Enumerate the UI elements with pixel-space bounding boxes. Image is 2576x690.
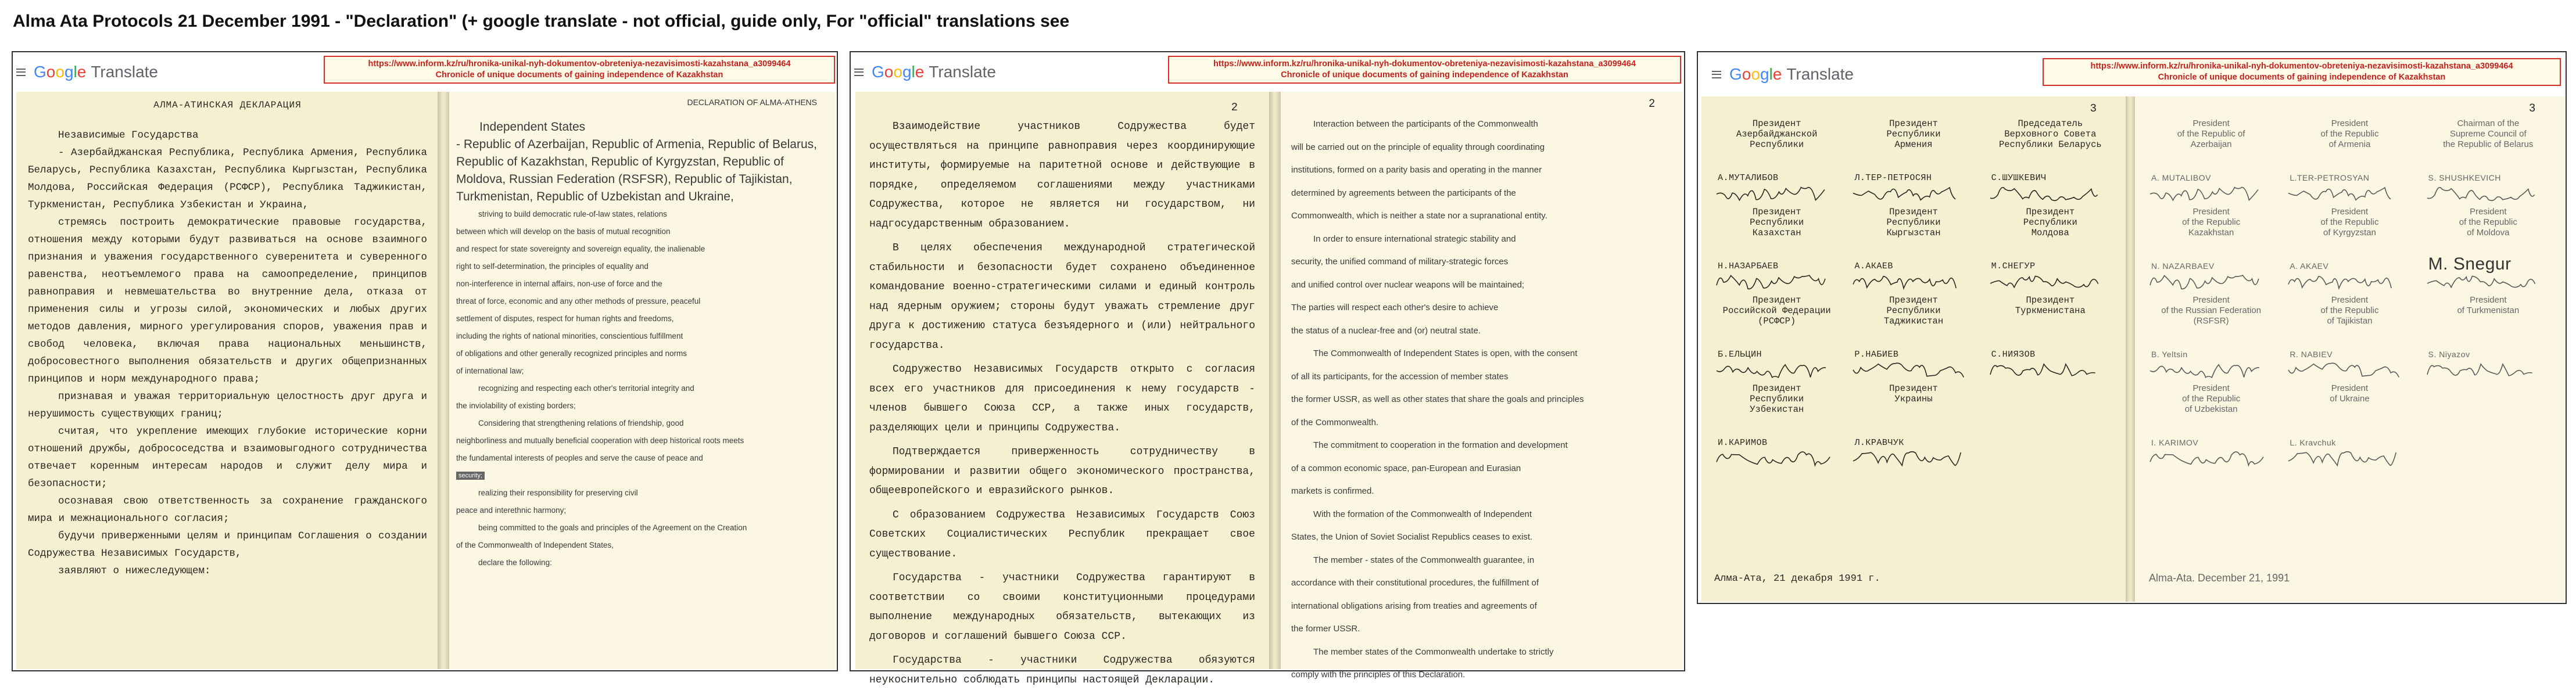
translated-line: will be carried out on the principle of equality through coordinating	[1291, 142, 1545, 152]
page-number: 2	[1231, 101, 1238, 114]
signatory-name: L.TER-PETROSYAN	[2290, 173, 2370, 182]
translated-paragraphs	[456, 118, 829, 572]
signatory-name: С.ШУШКЕВИЧ	[1991, 173, 2047, 183]
signatory-title: Президент Украины	[1889, 383, 1938, 404]
signatories-grid	[1713, 118, 2114, 470]
translated-line: the status of a nuclear-free and (or) neutral state.	[1291, 325, 1481, 336]
translated-line: neighborliness and mutually beneficial cooperation with deep historical roots meets	[456, 436, 744, 445]
translated-line: The member states of the Commonwealth undertake to strictly	[1313, 646, 1554, 657]
source-subtitle: Chronicle of unique documents of gaining independence of Kazakhstan	[1281, 70, 1568, 80]
page-number: 3	[2529, 102, 2535, 114]
signatory-block	[1850, 383, 1977, 470]
signatory-name: S. SHUSHKEVICH	[2428, 173, 2501, 182]
translated-document	[2135, 96, 2564, 602]
signatory-name: М.СНЕГУР	[1991, 261, 2036, 271]
signatory-block	[1713, 118, 1840, 206]
source-subtitle: Chronicle of unique documents of gaining independence of Kazakhstan	[435, 70, 723, 80]
hamburger-menu-icon[interactable]	[854, 69, 864, 76]
translated-line: Interaction between the participants of the Commonwealth	[1313, 119, 1538, 129]
handwritten-signature	[2285, 181, 2407, 206]
translated-line: non-interference in internal affairs, non-use of force and the	[456, 279, 662, 288]
translated-line: peace and interethnic harmony;	[456, 506, 567, 515]
signatory-name: А.МУТАЛИБОВ	[1718, 173, 1779, 183]
signatory-block	[1850, 207, 1977, 294]
signatory-name: Р.НАБИЕВ	[1854, 350, 1899, 360]
signatory-block	[2147, 207, 2276, 294]
translated-line: right to self-determination, the principles of equality and	[456, 262, 649, 271]
original-paragraph: осознавая свою ответственность за сохранение гражданского мира и межнационального согласия;	[28, 495, 427, 524]
signatory-name: Л.КРАВЧУК	[1854, 438, 1904, 448]
translated-line: determined by agreements between the participants of the	[1291, 188, 1516, 198]
original-paragraph: - Азербайджанская Республика, Республика Армения, Республика Беларусь, Республика Казахстан, Республика Кыргызстан, Республика Молдова, Российская Федерация (РСФСР), Республика Таджикистан, Туркменистан, Республика Узбекистан и Украина,	[28, 147, 427, 211]
signatory-block	[2147, 383, 2276, 470]
original-document-scan	[1701, 96, 2126, 602]
translated-line: threat of force, economic and any other methods of pressure, peaceful	[456, 297, 701, 306]
signatory-block	[2147, 295, 2276, 382]
translated-line: of a common economic space, pan-European and Eurasian	[1291, 463, 1521, 473]
signatory-name: A. MUTALIBOV	[2151, 173, 2211, 182]
signatory-block	[2285, 118, 2414, 206]
signatory-block	[1713, 295, 1840, 382]
source-url[interactable]: https://www.inform.kz/ru/hronika-unikal-nyh-dokumentov-obreteniya-nezavisimosti-kazahstana_a3099464	[2090, 62, 2513, 71]
translated-line: Independent States	[479, 120, 586, 134]
translated-line: of all its participants, for the accession of member states	[1291, 371, 1509, 382]
page-number: 2	[1649, 98, 1655, 110]
signatory-title: President of the Republic of Kyrgyzstan	[2320, 207, 2379, 238]
google-translate-logo[interactable]: G o o g l e Translate	[34, 63, 159, 81]
original-document-scan	[16, 92, 438, 669]
translated-line: being committed to the goals and principles of the Agreement on the Creation	[478, 523, 747, 532]
signatory-title: President of the Republic of Azerbaijan	[2177, 118, 2245, 149]
selection-highlight: security;	[456, 472, 485, 480]
signing-date: Алма-Ата, 21 декабря 1991 г.	[1714, 573, 1880, 584]
signatory-block	[2285, 295, 2414, 382]
signatory-title: Президент Республики Казахстан	[1750, 207, 1804, 238]
original-paragraph: Независимые Государства	[58, 130, 199, 141]
handwritten-signature	[1987, 181, 2109, 206]
translated-line: With the formation of the Commonwealth of Independent	[1313, 509, 1532, 519]
handwritten-signature	[1850, 358, 1972, 382]
translated-line: settlement of disputes, respect for human rights and freedoms,	[456, 314, 674, 323]
signatory-block	[1850, 118, 1977, 206]
signatory-title: Президент Азербайджанской Республики	[1736, 118, 1818, 150]
signatory-title: Президент Республики Армения	[1886, 118, 1941, 150]
signatory-name: Б.ЕЛЬЦИН	[1718, 350, 1762, 360]
signatory-title: Президент Республики Таджикистан	[1883, 295, 1944, 326]
translated-line: and respect for state sovereignty and sovereign equality, the inalienable	[456, 245, 705, 253]
original-paragraphs	[28, 127, 427, 580]
signatory-title: Председатель Верховного Совета Республики Беларусь	[1998, 118, 2102, 150]
signatory-name: B. Yeltsin	[2151, 350, 2188, 359]
page-gutter	[438, 92, 449, 669]
page-number: 3	[2090, 102, 2097, 115]
signatory-block	[2424, 118, 2553, 206]
page-title: Alma Ata Protocols 21 December 1991 - "Declaration" (+ google translate - not official, guide only, For "official" translations see	[13, 12, 1070, 31]
handwritten-signature	[1987, 358, 2109, 382]
translated-line: The commitment to cooperation in the formation and development	[1313, 440, 1568, 450]
signatory-block	[2424, 207, 2553, 294]
original-paragraph: Подтверждается приверженность сотрудничеству в формировании и развитии общего экономического пространства, общеевропейского и евразийского рынков.	[869, 446, 1255, 497]
signatory-title: President of the Republic of Tajikistan	[2320, 295, 2379, 326]
original-paragraphs	[869, 117, 1255, 690]
translated-document	[449, 92, 836, 669]
signatory-name: A. AKAEV	[2290, 261, 2329, 271]
translated-line: The member - states of the Commonwealth guarantee, in	[1313, 555, 1535, 565]
translated-line: In order to ensure international strategic stability and	[1313, 233, 1516, 244]
handwritten-signature	[1713, 269, 1835, 294]
translated-line: accordance with their constitutional procedures, the fulfillment of	[1291, 578, 1539, 588]
translated-line: striving to build democratic rule-of-law states, relations	[478, 210, 667, 218]
handwritten-signature	[1713, 181, 1835, 206]
signatory-title: President of Turkmenistan	[2457, 295, 2520, 315]
translated-line: markets is confirmed.	[1291, 486, 1374, 496]
signatory-name: А.АКАЕВ	[1854, 261, 1893, 271]
original-document-scan	[855, 92, 1269, 686]
original-paragraph: считая, что укрепление имеющих глубокие исторические корни отношений дружбы, добрососедства и взаимовыгодного сотрудничества отвечает коренным интересам народов и служит делу мира и безопасности;	[28, 426, 427, 490]
translated-line: the inviolability of existing borders;	[456, 401, 576, 410]
original-paragraph: будучи приверженными целям и принципам Соглашения о создании Содружества Независимых Государств,	[28, 530, 427, 559]
signatory-name: R. NABIEV	[2290, 350, 2333, 359]
signatory-title: President of the Republic Kazakhstan	[2182, 207, 2241, 238]
translated-line: recognizing and respecting each other's territorial integrity and	[478, 384, 694, 393]
translated-line: of obligations and other generally recognized principles and norms	[456, 349, 687, 358]
original-paragraph: Государства - участники Содружества обязуются неукоснительно соблюдать принципы настоящей Декларации.	[869, 655, 1255, 686]
translated-line: institutions, formed on a parity basis and operating in the manner	[1291, 165, 1542, 175]
handwritten-signature	[1850, 446, 1972, 470]
signatory-block	[2285, 207, 2414, 294]
signatories-grid	[2147, 118, 2553, 470]
translated-line: declare the following:	[478, 558, 552, 567]
google-translate-logo[interactable]: G o o g l e Translate	[1729, 65, 1854, 83]
handwritten-signature	[1987, 269, 2109, 294]
source-url[interactable]: https://www.inform.kz/ru/hronika-unikal-nyh-dokumentov-obreteniya-nezavisimosti-kazahstana_a3099464	[1213, 59, 1636, 69]
translated-line: realizing their responsibility for preserving civil	[478, 488, 638, 497]
source-link-box[interactable]	[1168, 56, 1681, 84]
signatory-block	[2424, 295, 2553, 382]
handwritten-signature	[1713, 358, 1835, 382]
original-paragraph: Содружество Независимых Государств открыто с согласия всех его участников для присоединения к нему государств - членов бывшего Союза ССР, а также иных государств, разделяющих цели и принципы Содружества.	[869, 364, 1255, 434]
signatory-name: N. NAZARBAEV	[2151, 261, 2215, 271]
signatory-name: L. Kravchuk	[2290, 438, 2336, 447]
handwritten-signature	[2285, 269, 2407, 294]
handwritten-signature	[2147, 358, 2269, 382]
source-link-box[interactable]	[324, 56, 835, 84]
translated-line: The Commonwealth of Independent States is open, with the consent	[1313, 348, 1578, 358]
original-paragraph: В целях обеспечения международной стратегической стабильности и безопасности будет сохранено объединенное командование военно-стратегическими силами и единый контроль над ядерным оружием; стороны будут уважать стремление друг друга к достижению статуса безъядерного и (или) нейтрального государства.	[869, 242, 1255, 351]
translated-line: States, the Union of Soviet Socialist Republics ceases to exist.	[1291, 532, 1533, 542]
signatory-block	[1987, 207, 2114, 294]
translated-line: of international law;	[456, 366, 524, 375]
translated-line: including the rights of national minorities, conscientious fulfillment	[456, 332, 683, 340]
signatory-block	[1987, 295, 2114, 382]
signatory-block	[1713, 383, 1840, 470]
signatory-name: M. Snegur	[2428, 254, 2511, 274]
original-paragraph: Взаимодействие участников Содружества будет осуществляться на принципе равноправия через координирующие институты, формируемые на паритетной основе и действующие в порядке, определяемом соглашениями между участниками Содружества, которое не является ни государством, ни надгосударственным образованием.	[869, 121, 1255, 230]
translated-line: international obligations arising from treaties and agreements of	[1291, 601, 1537, 611]
signatory-name: I. KARIMOV	[2151, 438, 2199, 447]
original-doc-title: АЛМА-АТИНСКАЯ ДЕКЛАРАЦИЯ	[153, 100, 302, 110]
handwritten-signature	[2424, 269, 2546, 294]
translated-doc-title: DECLARATION OF ALMA-ATHENS	[687, 98, 817, 107]
google-translate-logo[interactable]: G o o g l e Translate	[872, 63, 997, 81]
source-subtitle: Chronicle of unique documents of gaining independence of Kazakhstan	[2158, 73, 2446, 82]
signing-date: Alma-Ata. December 21, 1991	[2149, 572, 2290, 584]
translated-line: between which will develop on the basis of mutual recognition	[456, 227, 671, 236]
signatory-title: Президент Республики Молдова	[2023, 207, 2077, 238]
signatory-title: Президент Российской Федерации (РСФСР)	[1722, 295, 1831, 326]
translated-line: security, the unified command of military-strategic forces	[1291, 257, 1509, 267]
page-gutter	[1269, 92, 1281, 669]
original-paragraph: стремясь построить демократические правовые государства, отношения между которыми будут развиваться на основе взаимного признания и уважения государственного суверенитета и суверенного равенства, неотъемлемого права на самоопределение, принципов равноправия и невмешательства во внутренние дела, отказа от применения силы и угрозы силой, экономических и любых других методов давления, мирного урегулирования споров, уважения прав и свобод человека, включая права национальных меньшинств, добросовестного выполнения обязательств и других общепризнанных принципов и норм международного права;	[28, 217, 427, 385]
original-paragraph: Государства - участники Содружества гарантируют в соответствии со своими конституционными процедурами выполнение международных обязательств, вытекающих из договоров и соглашений бывшего Союза ССР.	[869, 572, 1255, 642]
handwritten-signature	[2147, 269, 2269, 294]
handwritten-signature	[2147, 181, 2269, 206]
original-paragraph: признавая и уважая территориальную целостность друг друга и нерушимость существующих границ;	[28, 391, 427, 420]
source-url[interactable]: https://www.inform.kz/ru/hronika-unikal-nyh-dokumentov-obreteniya-nezavisimosti-kazahstana_a3099464	[368, 59, 791, 69]
signatory-block	[1987, 118, 2114, 206]
original-paragraph: С образованием Содружества Независимых Государств Союз Советских Социалистических Республик прекращает свое существование.	[869, 509, 1255, 560]
handwritten-signature	[2285, 358, 2407, 382]
signatory-block	[2285, 383, 2414, 470]
signatory-name: И.КАРИМОВ	[1718, 438, 1768, 448]
signatory-block	[1850, 295, 1977, 382]
signatory-name: S. Niyazov	[2428, 350, 2470, 359]
handwritten-signature	[2147, 446, 2269, 470]
translate-panel-1	[12, 51, 838, 671]
signatory-title: Президент Республики Кыргызстан	[1886, 207, 1941, 238]
translated-line: of the Commonwealth of Independent States,	[456, 541, 614, 549]
hamburger-menu-icon[interactable]	[1712, 71, 1721, 78]
translated-line: of the Commonwealth.	[1291, 417, 1379, 427]
handwritten-signature	[1713, 446, 1835, 470]
translated-line	[456, 467, 829, 484]
hamburger-menu-icon[interactable]	[16, 69, 26, 76]
signatory-title: President of the Republic of Armenia	[2320, 118, 2379, 149]
signatory-name: Л.ТЕР-ПЕТРОСЯН	[1854, 173, 1932, 183]
translated-line: Considering that strengthening relations of friendship, good	[478, 419, 684, 427]
handwritten-signature	[1850, 181, 1972, 206]
translated-line: the former USSR, as well as other states that share the goals and principles	[1291, 394, 1584, 404]
signatory-title: President of the Republic of Uzbekistan	[2182, 383, 2241, 414]
handwritten-signature	[2424, 181, 2546, 206]
source-link-box[interactable]	[2043, 58, 2561, 86]
handwritten-signature	[2285, 446, 2407, 470]
signatory-title: President of Ukraine	[2330, 383, 2370, 404]
handwritten-signature	[1850, 269, 1972, 294]
handwritten-signature	[2424, 358, 2546, 382]
translated-line: the fundamental interests of peoples and serve the cause of peace and	[456, 454, 703, 462]
translated-line: comply with the principles of this Declaration.	[1291, 670, 1466, 680]
signatory-title: Президент Республики Узбекистан	[1750, 383, 1804, 415]
translate-panel-3	[1697, 51, 2567, 604]
signatory-name: Н.НАЗАРБАЕВ	[1718, 261, 1779, 271]
translate-panel-2	[850, 51, 1685, 686]
signatory-title: President of the Republic of Moldova	[2459, 207, 2517, 238]
signatory-title: President of the Russian Federation (RSFSR)	[2161, 295, 2262, 326]
original-paragraph: заявляют о нижеследующем:	[58, 565, 211, 577]
translated-line: Commonwealth, which is neither a state nor a supranational entity.	[1291, 211, 1547, 221]
translated-line: The parties will respect each other's desire to achieve	[1291, 303, 1499, 312]
signatory-title: Chairman of the Supreme Council of the Republic of Belarus	[2443, 118, 2534, 149]
signatory-block	[2147, 118, 2276, 206]
translated-paragraphs	[1291, 114, 1672, 685]
translated-line: - Republic of Azerbaijan, Republic of Armenia, Republic of Belarus, Republic of Kazakhstan, Republic of Kyrgyzstan, Republic of Moldova, Russian Federation (RSFSR), Republic of Tajikistan, Turkmenistan, Republic of Uzbekistan and Ukraine,	[456, 138, 817, 203]
signatory-block	[1713, 207, 1840, 294]
translated-line: and unified control over nuclear weapons will be maintained;	[1291, 279, 1525, 290]
translated-document	[1281, 92, 1683, 680]
signatory-title: Президент Туркменистана	[2015, 295, 2086, 316]
translated-line: the former USSR.	[1291, 624, 1360, 634]
signatory-name: С.НИЯЗОВ	[1991, 350, 2036, 360]
page-gutter	[2126, 96, 2135, 602]
